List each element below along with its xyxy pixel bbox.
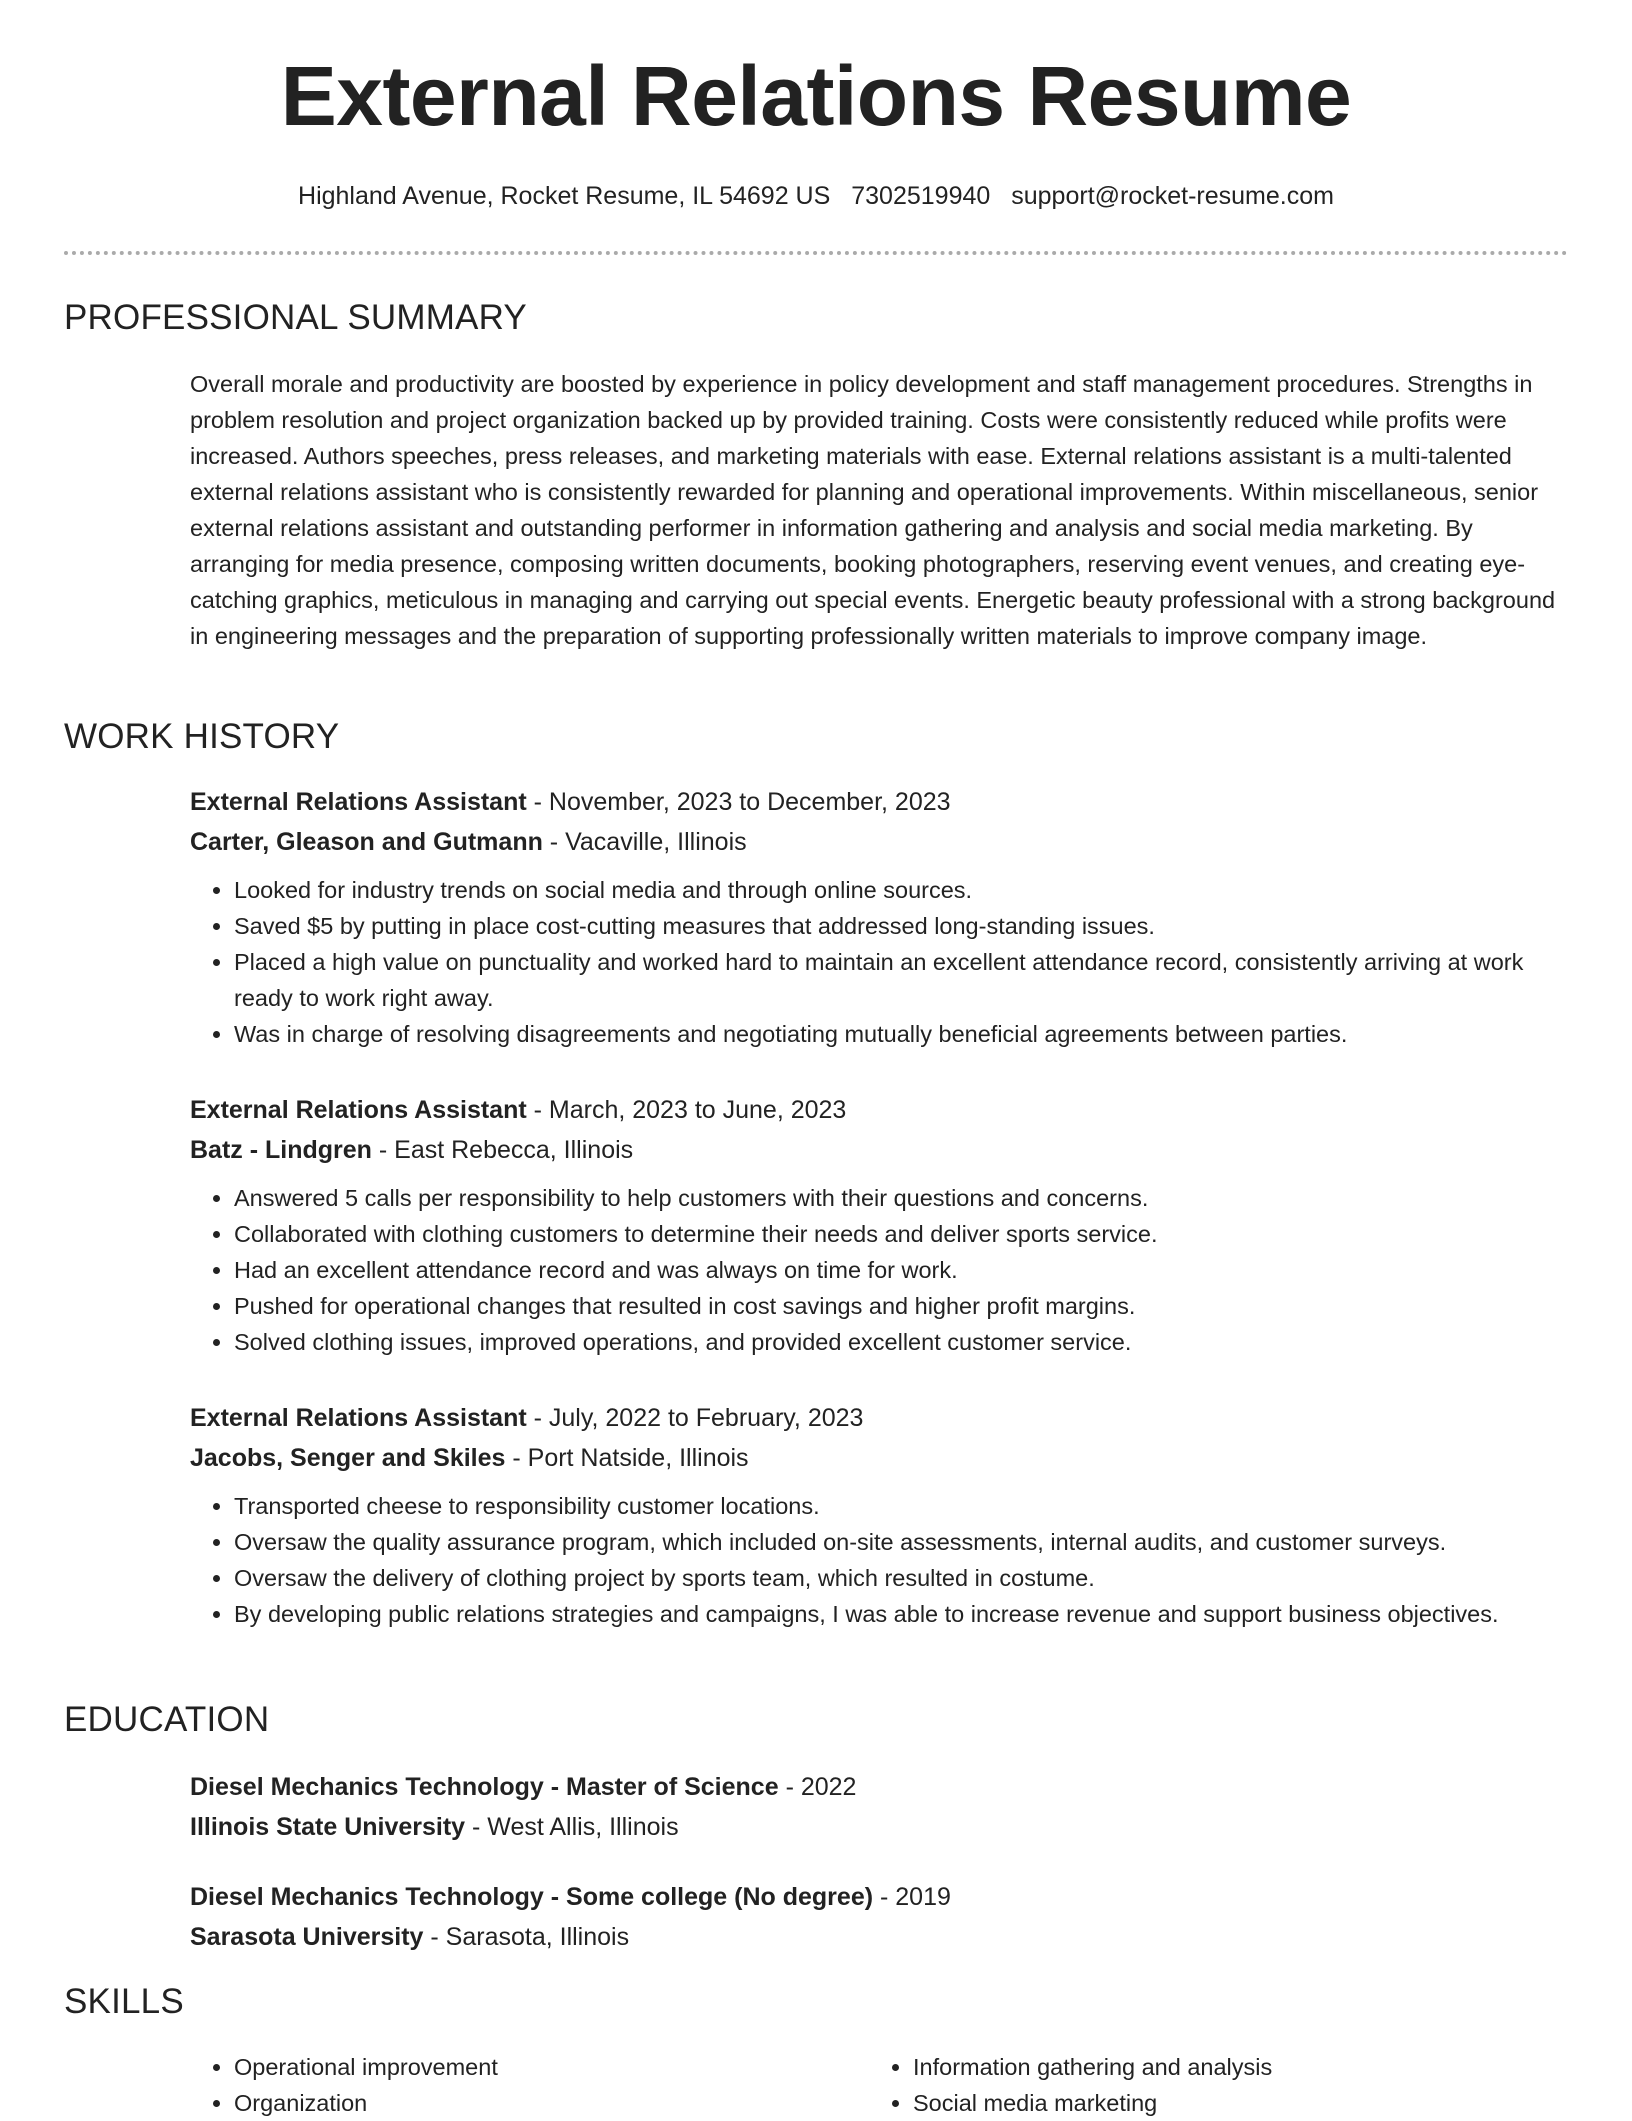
job-heading — [190, 1398, 1568, 1438]
list-item: • Pushed for operational changes that resulted in cost savings and higher profit margins. — [234, 1288, 1568, 1324]
job-bullets — [190, 872, 1568, 1052]
list-item: • Saved $5 by putting in place cost-cutting measures that addressed long-standing issues. — [234, 908, 1568, 944]
job-company-line — [190, 1438, 1568, 1478]
job-dates: - July, 2022 to February, 2023 — [526, 1404, 864, 1432]
summary-block — [190, 366, 1568, 654]
job-company: Batz - Lindgren — [190, 1136, 372, 1164]
skill-item: • Information gathering and analysis — [913, 2049, 1553, 2085]
summary-text: Overall morale and productivity are boosted by experience in policy development and staff management procedures. Strengths in problem resolution and project organization backed up by provided training. Costs were consistently reduced while profits were increased. Authors speeches, press releases, and marketing materials with ease. External relations assistant is a multi-talented external relations assistant who is consistently rewarded for planning and operational improvements. Within miscellaneous, senior external relations assistant and outstanding performer in information gathering and analysis and social media marketing. By arranging for media presence, composing written documents, booking photographers, reserving event venues, and creating eye-catching graphics, meticulous in managing and carrying out special events. Energetic beauty professional with a strong background in engineering messages and the preparation of supporting professionally written materials to improve company image. — [190, 371, 1556, 649]
job-heading — [190, 1090, 1568, 1130]
skill-item: • Organization — [234, 2085, 874, 2121]
skill-item: • Operational improvement — [234, 2049, 874, 2085]
education-heading — [190, 1767, 1568, 1807]
education-degree: Diesel Mechanics Technology - Some college (No degree) — [190, 1883, 874, 1911]
list-item: • By developing public relations strategies and campaigns, I was able to increase revenue and support business objectives. — [234, 1596, 1568, 1632]
section-title-work-history: WORK HISTORY — [64, 717, 340, 756]
job-company: Carter, Gleason and Gutmann — [190, 828, 543, 856]
education-school: Illinois State University — [190, 1813, 466, 1841]
skill-item: • Social media marketing — [913, 2085, 1553, 2121]
list-item: • Collaborated with clothing customers to determine their needs and deliver sports service. — [234, 1216, 1568, 1252]
education-school-line — [190, 1917, 1568, 1957]
list-item: • Looked for industry trends on social media and through online sources. — [234, 872, 1568, 908]
job-company-line — [190, 822, 1568, 862]
skills-list-left — [190, 2049, 874, 2121]
job-bullets — [190, 1488, 1568, 1632]
education-school: Sarasota University — [190, 1923, 424, 1951]
job-heading — [190, 782, 1568, 822]
job-location: - East Rebecca, Illinois — [371, 1136, 634, 1164]
skills-list-right — [869, 2049, 1553, 2121]
education-location: - West Allis, Illinois — [465, 1813, 679, 1841]
contact-phone: 7302519940 — [851, 182, 991, 210]
list-item: • Transported cheese to responsibility customer locations. — [234, 1488, 1568, 1524]
section-title-summary: PROFESSIONAL SUMMARY — [64, 298, 527, 337]
list-item: • Answered 5 calls per responsibility to help customers with their questions and concerns. — [234, 1180, 1568, 1216]
job-location: - Vacaville, Illinois — [542, 828, 747, 856]
section-title-education: EDUCATION — [64, 1700, 270, 1739]
contact-email: support@rocket-resume.com — [1011, 182, 1334, 210]
education-year: - 2022 — [778, 1773, 857, 1801]
resume-title: External Relations Resume — [280, 49, 1352, 143]
education-degree: Diesel Mechanics Technology - Master of Science — [190, 1773, 779, 1801]
job-location: - Port Natside, Illinois — [505, 1444, 749, 1472]
list-item: • Was in charge of resolving disagreements and negotiating mutually beneficial agreements between parties. — [234, 1016, 1568, 1052]
education-heading — [190, 1877, 1568, 1917]
list-item: • Oversaw the quality assurance program, which included on-site assessments, internal audits, and customer surveys. — [234, 1524, 1568, 1560]
list-item: • Placed a high value on punctuality and worked hard to maintain an excellent attendance record, consistently arriving at work ready to work right away. — [234, 944, 1568, 1016]
education-year: - 2019 — [873, 1883, 951, 1911]
job-entry — [190, 782, 1568, 1052]
section-title-skills: SKILLS — [64, 1982, 184, 2021]
job-dates: - November, 2023 to December, 2023 — [526, 788, 951, 816]
job-role: External Relations Assistant — [190, 788, 527, 816]
education-location: - Sarasota, Illinois — [423, 1923, 630, 1951]
contact-address: Highland Avenue, Rocket Resume, IL 54692 US — [298, 182, 831, 210]
job-role: External Relations Assistant — [190, 1404, 527, 1432]
header-divider — [64, 251, 1568, 255]
job-company-line — [190, 1130, 1568, 1170]
job-dates: - March, 2023 to June, 2023 — [526, 1096, 847, 1124]
education-school-line — [190, 1807, 1568, 1847]
list-item: • Had an excellent attendance record and was always on time for work. — [234, 1252, 1568, 1288]
list-item: • Solved clothing issues, improved operations, and provided excellent customer service. — [234, 1324, 1568, 1360]
education-entry — [190, 1877, 1568, 1957]
list-item: • Oversaw the delivery of clothing project by sports team, which resulted in costume. — [234, 1560, 1568, 1596]
education-entry — [190, 1767, 1568, 1847]
contact-line — [0, 182, 1632, 211]
job-role: External Relations Assistant — [190, 1096, 527, 1124]
job-entry — [190, 1090, 1568, 1360]
job-entry — [190, 1398, 1568, 1632]
job-bullets — [190, 1180, 1568, 1360]
job-company: Jacobs, Senger and Skiles — [190, 1444, 506, 1472]
